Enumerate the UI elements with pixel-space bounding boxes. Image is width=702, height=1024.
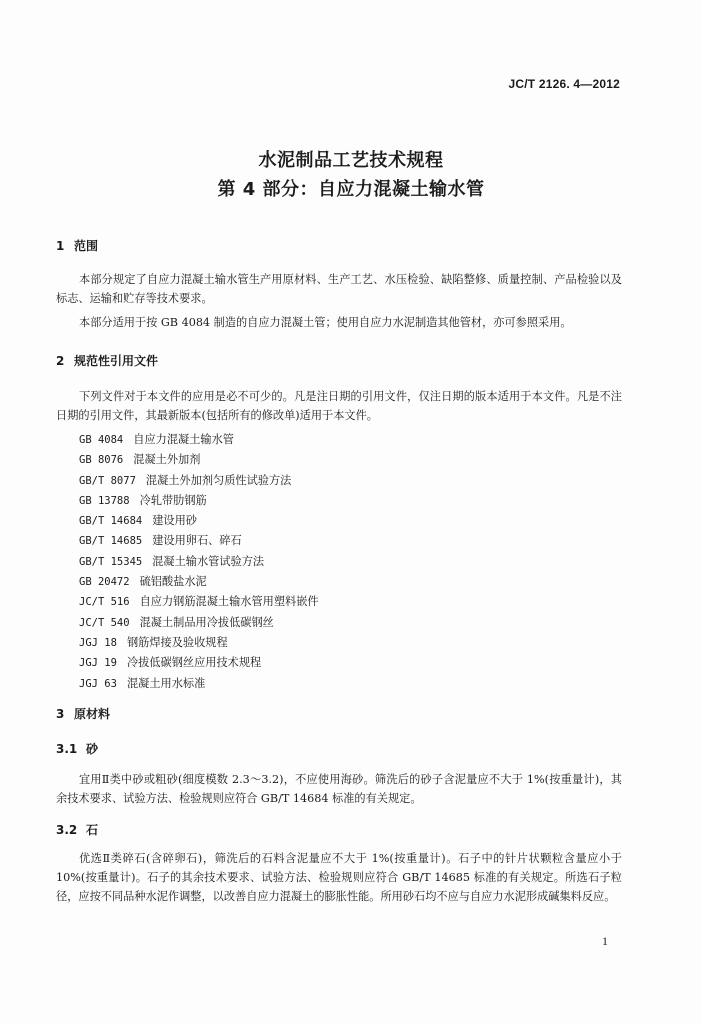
reference-code: JGJ 19 <box>79 657 117 670</box>
reference-code: GB/T 14684 <box>79 515 143 528</box>
reference-code: GB 8076 <box>79 454 124 467</box>
list-item <box>79 653 319 673</box>
section-1-paragraph-1: 本部分规定了自应力混凝土输水管生产用原材料、生产工艺、水压检验、缺陷整修、质量控制、产品检验以及标志、运输和贮存等技术要求。 <box>56 273 622 305</box>
list-item <box>79 592 319 612</box>
section-2-heading <box>56 352 158 369</box>
reference-title: 混凝土输水管试验方法 <box>152 554 265 568</box>
section-3-1-paragraph: 宜用Ⅱ类中砂或粗砂(细度模数 2.3～3.2)，不应使用海砂。筛洗后的砂子含泥量应不大于 1%(按重量计)，其余技术要求、试验方法、检验规则应符合 GB/T 14684 标准的有关规定。 <box>56 773 622 805</box>
section-number: 3.1 <box>56 742 78 756</box>
reference-title: 硫铝酸盐水泥 <box>139 575 207 589</box>
reference-code: GB/T 8077 <box>79 474 136 487</box>
list-item <box>79 674 319 694</box>
reference-title: 建设用卵石、碎石 <box>152 534 242 548</box>
list-item <box>79 572 319 592</box>
section-title: 原材料 <box>74 707 111 721</box>
list-item <box>79 450 319 470</box>
standard-code: JC/T 2126. 4—2012 <box>508 77 620 91</box>
reference-title: 混凝土制品用冷拔低碳钢丝 <box>139 615 274 629</box>
reference-code: GB 13788 <box>79 494 130 507</box>
reference-title: 冷轧带肋钢筋 <box>139 493 207 507</box>
section-number: 3.2 <box>56 823 78 837</box>
reference-title: 自应力混凝土输水管 <box>133 433 234 446</box>
reference-code: GB 4084 <box>79 434 124 446</box>
reference-code: JGJ 18 <box>79 636 117 649</box>
section-title: 规范性引用文件 <box>74 354 159 368</box>
document-title: 水泥制品工艺技术规程 <box>258 150 444 171</box>
section-3-2-heading <box>56 821 98 838</box>
reference-code: GB/T 14685 <box>79 535 143 548</box>
section-2-paragraph: 下列文件对于本文件的应用是必不可少的。凡是注日期的引用文件，仅注日期的版本适用于本文件。凡是不注日期的引用文件，其最新版本(包括所有的修改单)适用于本文件。 <box>56 390 622 422</box>
reference-title: 钢筋焊接及验收规程 <box>126 635 228 649</box>
section-title: 砂 <box>86 742 99 756</box>
section-title: 范围 <box>74 239 99 253</box>
list-item <box>79 633 319 653</box>
reference-code: JGJ 63 <box>79 677 117 690</box>
section-3-1-heading <box>56 740 98 757</box>
section-3-2-paragraph: 优选Ⅱ类碎石(含碎卵石)，筛洗后的石料含泥量应不大于 1%(按重量计)。石子中的针片状颗粒含量应小于 10%(按重量计)。石子的其余技术要求、试验方法、检验规则应符合 GB/T 14685 标准的有关规定。所选石子粒径，应按不同品种水泥作调整，以改善自应力混凝土的膨胀性能。所用砂石均不应与自应力水泥形成碱集料反应。 <box>56 852 622 903</box>
list-item <box>79 531 319 551</box>
list-item <box>79 491 319 511</box>
normative-reference-list <box>79 430 319 694</box>
list-item <box>79 511 319 531</box>
section-number: 2 <box>56 354 65 368</box>
section-1-paragraph-2: 本部分适用于按 GB 4084 制造的自应力混凝土管；使用自应力水泥制造其他管材，亦可参照采用。 <box>79 316 572 329</box>
reference-title: 冷拔低碳钢丝应用技术规程 <box>126 656 262 670</box>
reference-title: 混凝土外加剂匀质性试验方法 <box>145 473 292 487</box>
page-number: 1 <box>602 934 608 948</box>
reference-title: 混凝土外加剂 <box>133 453 201 467</box>
section-3-heading <box>56 705 110 722</box>
section-number: 3 <box>56 707 65 721</box>
reference-title: 自应力钢筋混凝土输水管用塑料嵌件 <box>139 595 319 609</box>
list-item <box>79 471 319 491</box>
list-item <box>79 613 319 633</box>
reference-title: 建设用砂 <box>152 514 197 528</box>
list-item <box>79 552 319 572</box>
reference-title: 混凝土用水标准 <box>126 676 206 690</box>
reference-code: GB 20472 <box>79 576 130 589</box>
section-title: 石 <box>86 823 99 837</box>
list-item <box>79 430 319 450</box>
section-1-heading <box>56 237 98 254</box>
reference-code: GB/T 15345 <box>79 555 143 568</box>
section-number: 1 <box>56 239 65 253</box>
reference-code: JC/T 516 <box>79 596 130 609</box>
document-subtitle: 第 4 部分：自应力混凝土输水管 <box>217 179 485 200</box>
reference-code: JC/T 540 <box>79 616 130 629</box>
